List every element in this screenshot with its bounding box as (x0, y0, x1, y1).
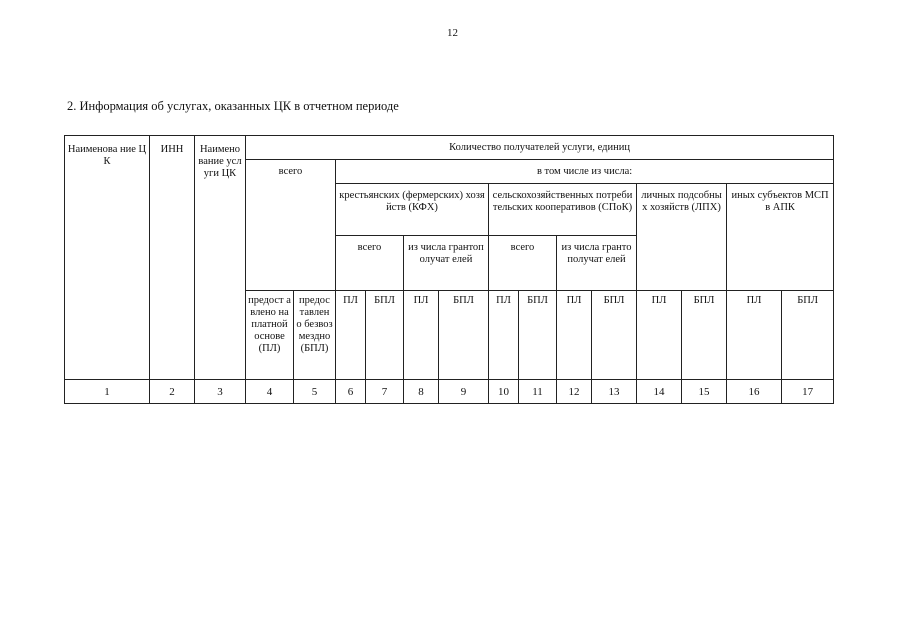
header-kfh-bpl: БПЛ (366, 291, 404, 380)
column-number: 5 (294, 380, 336, 404)
header-spok-bpl: БПЛ (519, 291, 557, 380)
column-number: 12 (557, 380, 592, 404)
header-spok-grant-pl: ПЛ (557, 291, 592, 380)
header-ck-name: Наименова ние ЦК (65, 136, 150, 380)
header-msp: иных субъектов МСП в АПК (727, 184, 834, 291)
header-inn: ИНН (150, 136, 195, 380)
header-free: предос тавлен о безвоз мездно (БПЛ) (294, 291, 336, 380)
services-table (64, 135, 834, 404)
header-spok-total: всего (489, 236, 557, 291)
header-total: всего (246, 160, 336, 291)
header-spok-grant: из числа грантополучат елей (557, 236, 637, 291)
header-kfh-grant-bpl: БПЛ (439, 291, 489, 380)
column-number: 9 (439, 380, 489, 404)
column-number: 6 (336, 380, 366, 404)
column-number: 13 (592, 380, 637, 404)
column-number: 14 (637, 380, 682, 404)
header-kfh-total: всего (336, 236, 404, 291)
column-number: 10 (489, 380, 519, 404)
column-number: 7 (366, 380, 404, 404)
section-title: 2. Информация об услугах, оказанных ЦК в отчетном периоде (67, 99, 399, 113)
header-service-name: Наимено вание услуги ЦК (195, 136, 246, 380)
column-number: 4 (246, 380, 294, 404)
column-number: 3 (195, 380, 246, 404)
header-msp-bpl: БПЛ (782, 291, 834, 380)
header-including: в том числе из числа: (336, 160, 834, 184)
header-spok-grant-bpl: БПЛ (592, 291, 637, 380)
header-kfh-pl: ПЛ (336, 291, 366, 380)
header-paid: предост авлено на платной основе (ПЛ) (246, 291, 294, 380)
header-spok: сельскохозяйственных потребительских кооперативов (СПоК) (489, 184, 637, 236)
column-number: 15 (682, 380, 727, 404)
column-number: 8 (404, 380, 439, 404)
header-recipients-count: Количество получателей услуги, единиц (246, 136, 834, 160)
column-number: 16 (727, 380, 782, 404)
header-lph-pl: ПЛ (637, 291, 682, 380)
header-kfh-grant-pl: ПЛ (404, 291, 439, 380)
column-number: 17 (782, 380, 834, 404)
header-msp-pl: ПЛ (727, 291, 782, 380)
column-number: 2 (150, 380, 195, 404)
column-number: 1 (65, 380, 150, 404)
header-kfh: крестьянских (фермерских) хозяйств (КФХ) (336, 184, 489, 236)
column-number: 11 (519, 380, 557, 404)
header-lph-bpl: БПЛ (682, 291, 727, 380)
header-kfh-grant: из числа грантополучат елей (404, 236, 489, 291)
header-spok-pl: ПЛ (489, 291, 519, 380)
header-lph: личных подсобных хозяйств (ЛПХ) (637, 184, 727, 291)
page-number: 12 (447, 27, 458, 39)
